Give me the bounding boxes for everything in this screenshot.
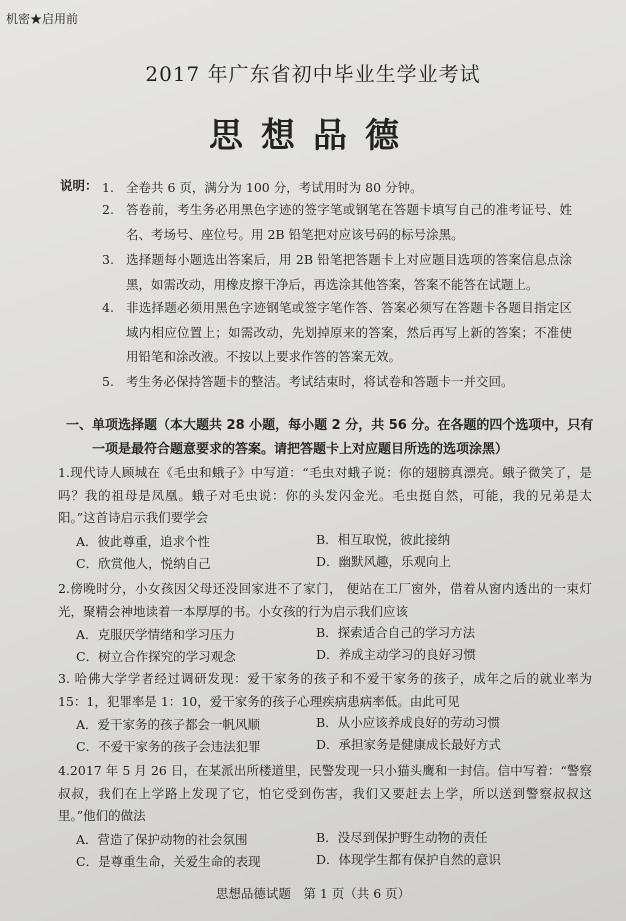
option-a: A．彼此尊重，追求个性 xyxy=(76,533,211,549)
instruction-number: 5. xyxy=(102,374,114,389)
instruction-text: 全卷共 6 页，满分为 100 分，考试用时为 80 分钟。 xyxy=(126,180,423,195)
question-3 xyxy=(58,668,592,761)
subject-title: 思想品德 xyxy=(209,116,417,156)
instruction-item xyxy=(102,296,572,370)
instruction-item xyxy=(102,198,572,247)
option-d: D．养成主动学习的良好习惯 xyxy=(316,647,477,662)
question-options xyxy=(58,530,592,578)
instructions-label: 说明： xyxy=(60,178,98,193)
option-d: D．体现学生都有保护自然的意识 xyxy=(316,851,502,867)
instruction-item xyxy=(102,248,572,297)
option-c: C．树立合作探究的学习观念 xyxy=(76,649,236,664)
instruction-text: 答卷前，考生务必用黑色字迹的签字笔或钢笔在答题卡填写自己的准考证号、姓名、考场号、座位号。用 2B 铅笔把对应该号码的标号涂黑。 xyxy=(126,202,572,242)
option-b: B．相互取悦，彼此接纳 xyxy=(316,531,451,547)
exam-title: 2017 年广东省初中毕业生学业考试 xyxy=(145,62,481,86)
question-options xyxy=(58,828,592,876)
option-c: C．欣赏他人，悦纳自己 xyxy=(76,555,211,571)
option-a: A．克服厌学情绪和学习压力 xyxy=(76,627,236,642)
question-stem: 3. 哈佛大学学者经过调研发现：爱干家务的孩子和不爱干家务的孩子，成年之后的就业率为 15：1，犯罪率是 1：10，爱干家务的孩子心理疾病患病率低。由此可见 xyxy=(58,671,592,709)
option-b: B．探索适合自己的学习方法 xyxy=(316,625,476,640)
question-stem: 2.傍晚时分，小女孩因父母还没回家进不了家门， 便站在工厂窗外，借着从窗内透出的一束灯光，聚精会神地读着一本厚厚的书。小女孩的行为启示我们应该 xyxy=(58,581,592,619)
section-title: 一、单项选择题（本大题共 28 小题，每小题 2 分，共 56 分。在各题的四个选项中，只有一项是最符合题意要求的答案。请把答题卡上对应题目所选的选项涂黑） xyxy=(66,418,594,457)
question-1 xyxy=(58,462,592,578)
option-c: C．是尊重生命，关爱生命的表现 xyxy=(76,853,261,869)
instruction-number: 2. xyxy=(102,202,114,217)
question-2 xyxy=(58,578,592,671)
option-d: D．幽默风趣，乐观向上 xyxy=(316,553,452,569)
question-stem: 4.2017 年 5 月 26 日，在某派出所楼道里，民警发现一只小猫头鹰和一封信。信中写着：“警察叔叔，我们在上学路上发现了它，怕它受到伤害，我们又要赶去上学，所以送到警察叔叔这里。”他们的做法 xyxy=(58,763,592,823)
option-c: C．不爱干家务的孩子会违法犯罪 xyxy=(76,739,261,754)
confidential-label: 机密★启用前 xyxy=(6,12,79,26)
page-footer: 思想品德试题 第 1 页（共 6 页） xyxy=(215,886,411,901)
instruction-number: 1. xyxy=(102,180,114,195)
instruction-text: 非选择题必须用黑色字迹钢笔或签字笔作答、答案必须写在答题卡各题目指定区域内相应位置上；如需改动，先划掉原来的答案，然后再写上新的答案；不准使用铅笔和涂改液。不按以上要求作答的答案无效。 xyxy=(126,300,572,364)
instruction-text: 考生务必保持答题卡的整洁。考试结束时，将试卷和答题卡一并交回。 xyxy=(126,374,514,389)
instruction-number: 3. xyxy=(102,252,114,267)
instruction-text: 选择题每小题选出答案后，用 2B 铅笔把答题卡上对应题目选项的答案信息点涂黑，如需改动，用橡皮擦干净后，再选涂其他答案，答案不能答在试题上。 xyxy=(126,252,572,292)
question-stem: 1.现代诗人顾城在《毛虫和蛾子》中写道：“毛虫对蛾子说：你的翅膀真漂亮。蛾子微笑了，是吗？我的祖母是凤凰。蛾子对毛虫说：你的头发闪金光。毛虫挺自然，可能，我的兄弟是太阳。”这首诗启示我们要学会 xyxy=(58,465,592,525)
question-options xyxy=(58,713,592,761)
instruction-number: 4. xyxy=(102,300,114,315)
question-options xyxy=(58,623,592,671)
instruction-item xyxy=(102,176,572,201)
option-b: B．没尽到保护野生动物的责任 xyxy=(316,829,488,845)
option-a: A．爱干家务的孩子都会一帆风顺 xyxy=(76,717,261,732)
option-a: A．营造了保护动物的社会氛围 xyxy=(76,831,248,847)
question-4 xyxy=(58,760,592,876)
instruction-item xyxy=(102,370,572,395)
option-b: B．从小应该养成良好的劳动习惯 xyxy=(316,715,501,730)
option-d: D．承担家务是健康成长最好方式 xyxy=(316,737,502,752)
